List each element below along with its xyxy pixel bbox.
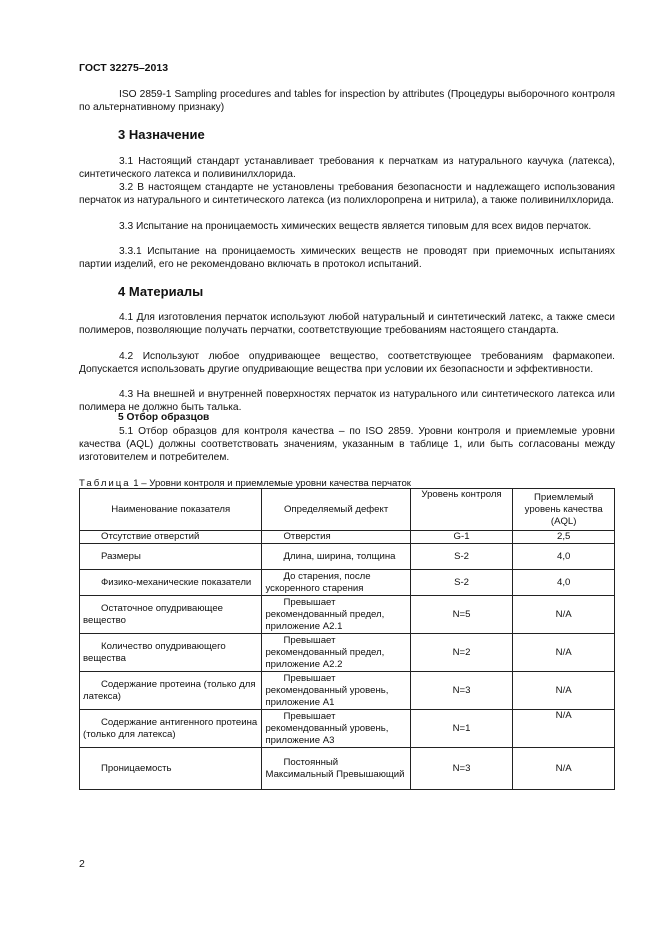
cell-defect: Превышает рекомендованный предел, приложение А2.2: [262, 634, 410, 672]
table-row: [80, 544, 615, 570]
cell-level: N=1: [410, 710, 513, 748]
cell-defect: Длина, ширина, толщина: [262, 544, 410, 570]
section-4-title: 4 Материалы: [118, 284, 204, 299]
table-row: [80, 748, 615, 790]
cell-indicator: Количество опудривающего вещества: [80, 634, 262, 672]
section-3-title: 3 Назначение: [118, 127, 205, 142]
cell-indicator: Остаточное опудривающее вещество: [80, 596, 262, 634]
table-caption-word: Таблица: [79, 478, 131, 489]
section-5-title: 5 Отбор образцов: [118, 412, 210, 423]
reference-paragraph: ISO 2859-1 Sampling procedures and tables for inspection by attributes (Процедуры выборочного контроля по альтернативному признаку): [79, 89, 615, 114]
table-caption-text: 1 – Уровни контроля и приемлемые уровни качества перчаток: [130, 478, 411, 489]
cell-defect: Постоянный Максимальный Превышающий: [262, 748, 410, 790]
cell-aql: N/A: [513, 596, 615, 634]
page-number: 2: [79, 858, 85, 870]
cell-indicator: Физико-механические показатели: [80, 570, 262, 596]
cell-defect: Отверстия: [262, 531, 410, 544]
cell-indicator: Размеры: [80, 544, 262, 570]
header-control-level: Уровень контроля: [410, 489, 513, 531]
paragraph-4-2: 4.2 Используют любое опудривающее вещество, соответствующее требованиям фармакопеи. Допускается использовать другие опудривающие вещества при условии их безопасности и эффективности.: [79, 351, 615, 376]
cell-indicator: Отсутствие отверстий: [80, 531, 262, 544]
cell-aql: N/A: [513, 672, 615, 710]
paragraph-3-3: 3.3 Испытание на проницаемость химических веществ является типовым для всех видов перчаток.: [119, 221, 592, 232]
cell-level: S-2: [410, 570, 513, 596]
cell-level: S-2: [410, 544, 513, 570]
control-levels-table: [79, 488, 615, 790]
paragraph-3-3-1: 3.3.1 Испытание на проницаемость химических веществ не проводят при приемочных испытаниях партии изделий, его не рекомендовано включать в протокол испытаний.: [79, 246, 615, 271]
paragraph-3-1: 3.1 Настоящий стандарт устанавливает требования к перчаткам из натурального каучука (латекса), синтетического латекса и поливинилхлорида.: [79, 156, 615, 181]
cell-indicator: Проницаемость: [80, 748, 262, 790]
paragraph-5-1: 5.1 Отбор образцов для контроля качества – по ISO 2859. Уровни контроля и приемлемые уровни качества (AQL) должны соответствовать значениям, указанным в таблице 1, или быть согласованы между изготовителем и потребителем.: [79, 426, 615, 464]
cell-aql: N/A: [513, 634, 615, 672]
cell-defect: Превышает рекомендованный уровень, приложение А3: [262, 710, 410, 748]
table-row: [80, 570, 615, 596]
paragraph-4-3: 4.3 На внешней и внутренней поверхностях перчаток из натурального или синтетического латекса или полимера не должно быть талька.: [79, 389, 615, 414]
cell-indicator: Содержание протеина (только для латекса): [80, 672, 262, 710]
paragraph-4-1: 4.1 Для изготовления перчаток используют любой натуральный и синтетический латекс, а также смеси полимеров, позволяющие получать перчатки, соответствующие требованиям настоящего стандарта.: [79, 312, 615, 337]
cell-aql: N/A: [513, 748, 615, 790]
cell-level: N=2: [410, 634, 513, 672]
cell-defect: Превышает рекомендованный уровень, приложение А1: [262, 672, 410, 710]
table-row: [80, 531, 615, 544]
document-code: ГОСТ 32275–2013: [79, 62, 169, 74]
table-row: [80, 634, 615, 672]
paragraph-3-2: 3.2 В настоящем стандарте не установлены требования безопасности и надлежащего использования перчаток из натурального и синтетического латекса (из полихлоропрена и нитрила), а также поливинилхлорида.: [79, 182, 615, 207]
cell-level: N=5: [410, 596, 513, 634]
table-row: [80, 672, 615, 710]
cell-defect: Превышает рекомендованный предел, приложение А2.1: [262, 596, 410, 634]
table-row: [80, 596, 615, 634]
cell-level: N=3: [410, 748, 513, 790]
cell-aql: 4,0: [513, 544, 615, 570]
cell-aql: 2,5: [513, 531, 615, 544]
table-header-row: [80, 489, 615, 531]
cell-indicator: Содержание антигенного протеина (только для латекса): [80, 710, 262, 748]
table-row: [80, 710, 615, 748]
header-aql: Приемлемый уровень качества (AQL): [513, 489, 615, 531]
cell-aql: 4,0: [513, 570, 615, 596]
cell-defect: До старения, после ускоренного старения: [262, 570, 410, 596]
cell-level: N=3: [410, 672, 513, 710]
cell-aql: N/A: [513, 710, 615, 748]
cell-level: G-1: [410, 531, 513, 544]
header-indicator: Наименование показателя: [80, 489, 262, 531]
header-defect: Определяемый дефект: [262, 489, 410, 531]
